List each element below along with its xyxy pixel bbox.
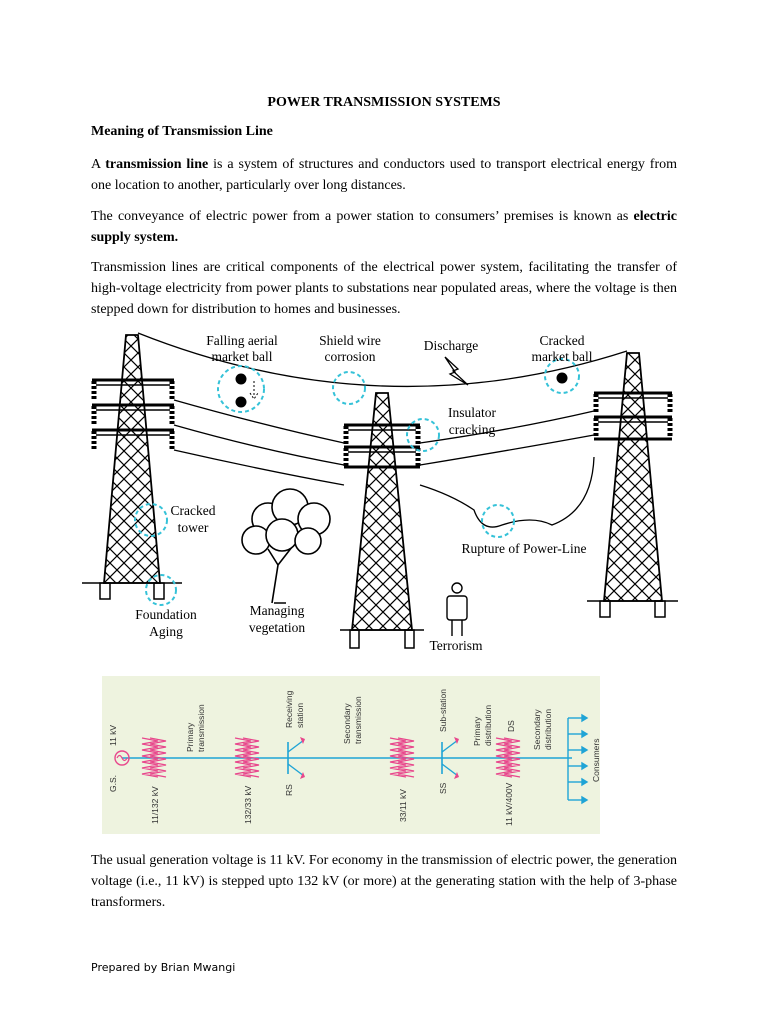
label-11kv: 11 kV	[108, 724, 118, 746]
tree-icon	[242, 489, 330, 603]
supply-system-diagram	[102, 676, 600, 834]
label-cracked-ball-1: Cracked	[539, 333, 585, 348]
paragraph-generation-voltage: The usual generation voltage is 11 kV. For economy in the transmission of electric power, the generation voltage (i.e., 11 kV) is stepped upto 132 kV (or more) at the generating station with the help of 3-phase transformers.	[91, 853, 677, 910]
label-cracked-tower-2: tower	[177, 520, 209, 535]
label-ss: SS	[438, 782, 448, 794]
label-vegetation-2: vegetation	[248, 620, 306, 635]
fallen-marker-ball-icon	[236, 397, 247, 408]
p1-rest: is a system of structures and conductors used to transport electrical energy from one location to another, particularly over long distances.	[91, 157, 677, 193]
rupture-highlight	[482, 505, 514, 537]
label-secondary-distribution-1: Secondary	[532, 709, 542, 750]
label-secondary-distribution-2: distribution	[543, 708, 553, 750]
label-vegetation-1: Managing	[249, 603, 305, 618]
label-gs: G.S.	[108, 774, 118, 792]
term-electric-supply-system: electric supply system.	[91, 209, 677, 245]
generator-icon	[115, 751, 129, 765]
term-transmission-line: transmission line	[105, 157, 209, 172]
p2-text: The conveyance of electric power from a power station to consumers’ premises is known as	[91, 209, 634, 224]
label-t2: 132/33 kV	[243, 785, 253, 824]
label-secondary-transmission-2: transmission	[353, 696, 363, 744]
label-terrorism: Terrorism	[429, 638, 483, 653]
label-secondary-transmission-1: Secondary	[342, 703, 352, 744]
label-substation: Sub-station	[438, 689, 448, 732]
consumer-arrows	[568, 715, 587, 803]
paragraph-critical-components: Transmission lines are critical components of the electrical power system, facilitating the transfer of high-voltage electricity from power plants to substations near populated areas, where the voltage is then stepped down for distribution to homes and businesses.	[91, 260, 677, 317]
label-foundation-2: Aging	[149, 624, 183, 639]
label-t4: 11 kV/400V	[504, 782, 514, 826]
label-foundation-1: Foundation	[135, 607, 197, 622]
label-discharge: Discharge	[423, 338, 479, 353]
shield-wire-highlight	[333, 372, 365, 404]
label-insulator-2: cracking	[448, 422, 496, 437]
label-primary-distribution-2: distribution	[483, 704, 493, 746]
label-rupture: Rupture of Power-Line	[461, 541, 587, 556]
label-t1: 11/132 kV	[150, 786, 160, 824]
label-cracked-tower-1: Cracked	[170, 503, 216, 518]
label-shield-2: corrosion	[324, 349, 376, 364]
section-heading: Meaning of Transmission Line	[91, 124, 273, 139]
label-receiving-1: Receiving	[284, 690, 294, 728]
middle-tower	[340, 393, 424, 648]
lightning-icon	[445, 357, 468, 385]
page-title: POWER TRANSMISSION SYSTEMS	[267, 95, 501, 110]
falling-arrow-icon	[250, 381, 258, 399]
label-falling-2: market ball	[211, 349, 273, 364]
label-rs: RS	[284, 784, 294, 796]
marker-ball-icon	[236, 374, 247, 385]
p1-lead: A	[91, 157, 106, 172]
label-consumers: Consumers	[591, 738, 600, 782]
label-primary-distribution-1: Primary	[472, 716, 482, 746]
transmission-hazards-figure	[82, 325, 682, 657]
right-tower	[587, 353, 678, 617]
hazard-highlights	[135, 359, 579, 605]
label-insulator-1: Insulator	[448, 405, 496, 420]
label-shield-1: Shield wire	[319, 333, 381, 348]
footer-author: Prepared by Brian Mwangi	[91, 961, 236, 974]
label-receiving-2: station	[295, 702, 305, 728]
paragraph-definition	[91, 154, 677, 196]
label-cracked-ball-2: market ball	[531, 349, 593, 364]
label-ds: DS	[506, 720, 516, 732]
label-t3: 33/11 kV	[398, 789, 408, 822]
label-primary-transmission-1: Primary	[185, 722, 195, 752]
paragraph-supply-system	[91, 206, 677, 248]
label-falling-1: Falling aerial	[206, 333, 278, 348]
foundation-highlight	[146, 575, 176, 605]
left-tower	[82, 335, 182, 599]
person-icon	[447, 583, 467, 636]
cracked-marker-ball-icon	[557, 373, 568, 384]
label-primary-transmission-2: transmission	[196, 704, 206, 752]
